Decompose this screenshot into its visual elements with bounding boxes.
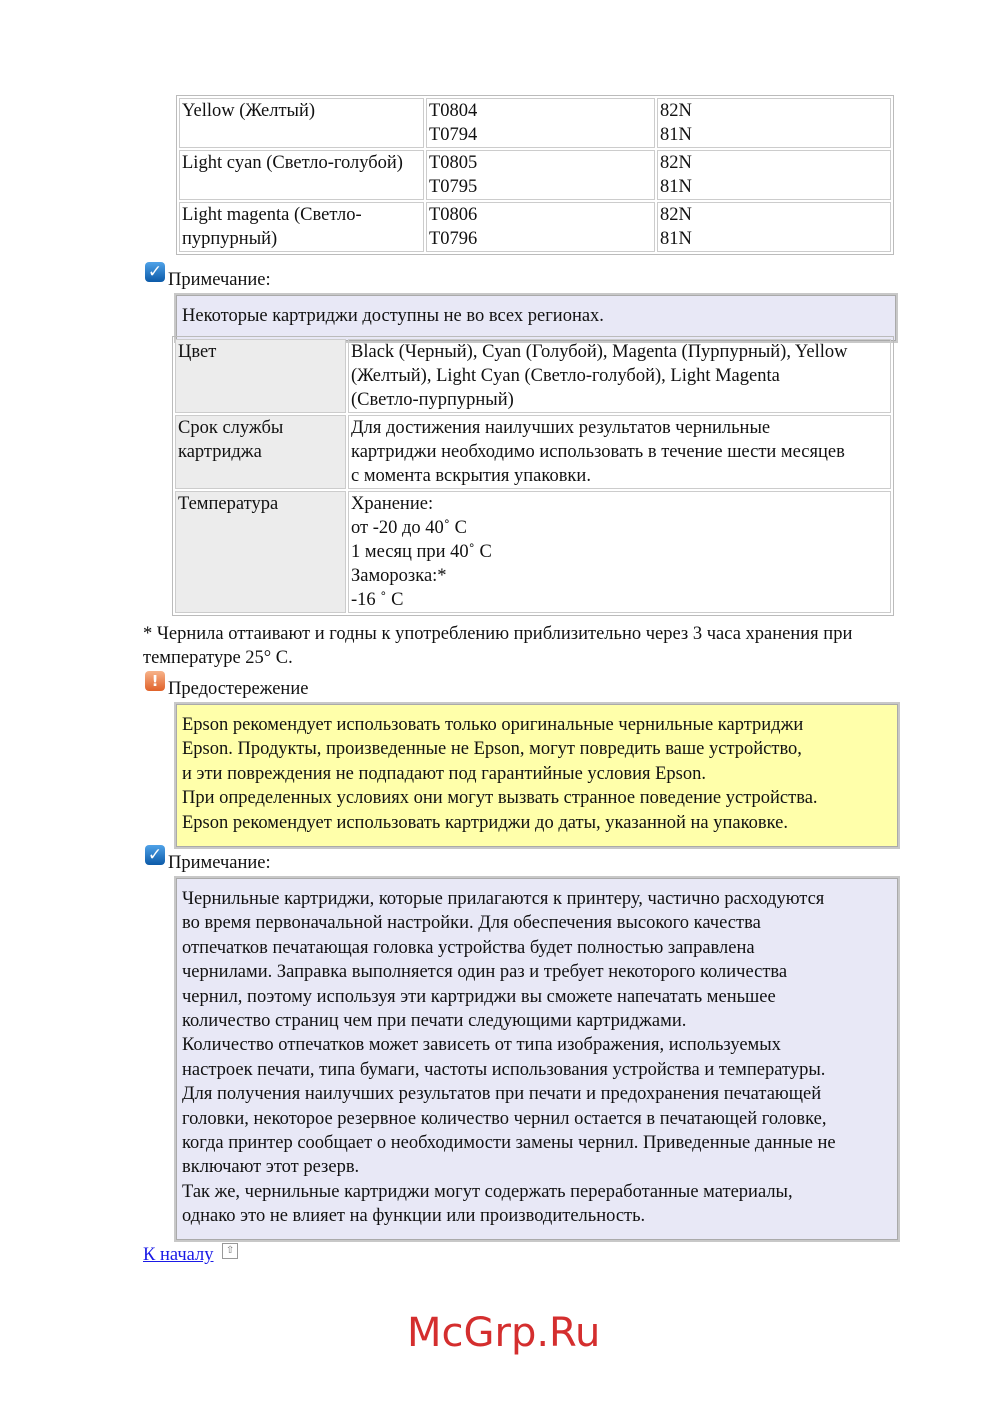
text-line: Для достижения наилучших результатов чернильные (351, 418, 771, 438)
text-line: настроек печати, типа бумаги, частоты использования устройства и температуры. (182, 1059, 826, 1080)
spec-value (348, 415, 891, 489)
text-line: 81N (660, 177, 692, 197)
text-line: 82N (660, 101, 692, 121)
spec-label (175, 491, 346, 613)
spec-value (348, 339, 891, 413)
text-line: отпечатков печатающая головка устройства будет полностью заправлена (182, 937, 755, 958)
text-line: T0804 (429, 101, 478, 121)
text-line: 82N (660, 153, 692, 173)
caution-box (174, 702, 900, 849)
text-line: пурпурный) (182, 229, 278, 249)
text-line: Так же, чернильные картриджи могут содержать переработанные материалы, (182, 1181, 793, 1202)
caution-icon: ! (145, 671, 165, 691)
text-line: Цвет (178, 342, 217, 362)
watermark: McGrp.Ru (407, 1310, 601, 1356)
spec-value (348, 491, 891, 613)
text-line: Epson рекомендует использовать картриджи до даты, указанной на упаковке. (182, 812, 789, 833)
note-label: Примечание: (168, 270, 271, 290)
table-row (179, 202, 891, 252)
back-to-top (143, 1243, 238, 1267)
note-icon: ✓ (145, 845, 165, 865)
text-line: Хранение: (351, 494, 434, 514)
text-line: T0796 (429, 229, 478, 249)
cartridge-table (176, 95, 894, 255)
text-line: T0805 (429, 153, 478, 173)
text-line: -16 ˚ C (351, 590, 404, 610)
color-cell (179, 202, 424, 252)
table-row (179, 150, 891, 200)
table-row (175, 339, 891, 413)
text-line: Light magenta (Светло- (182, 205, 362, 225)
text-line: 81N (660, 229, 692, 249)
text-line: с момента вскрытия упаковки. (351, 466, 591, 486)
text-line: от -20 до 40˚ C (351, 518, 467, 538)
text-line: чернилами. Заправка выполняется один раз и требует некоторого количества (182, 962, 788, 983)
text-line: однако это не влияет на функции или производительность. (182, 1206, 646, 1227)
size-cell (657, 98, 891, 148)
text-line: Количество отпечатков может зависеть от типа изображения, используемых (182, 1035, 781, 1056)
size-cell (657, 150, 891, 200)
note2-box (174, 876, 900, 1242)
arrow-up-icon[interactable]: ⇧ (222, 1243, 238, 1259)
text-line: и эти повреждения не подпадают под гарантийные условия Epson. (182, 763, 707, 784)
color-cell (179, 150, 424, 200)
text-line: T0806 (429, 205, 478, 225)
text-line: T0794 (429, 125, 478, 145)
text-line: Для получения наилучших результатов при печати и предохранения печатающей (182, 1084, 822, 1105)
code-cell (426, 202, 655, 252)
text-line: Epson. Продукты, произведенные не Epson, могут повредить ваше устройство, (182, 739, 802, 760)
text-line: Срок службы (178, 418, 284, 438)
spec-label (175, 339, 346, 413)
table-row (179, 98, 891, 148)
text-line: T0795 (429, 177, 478, 197)
note2-label: Примечание: (168, 853, 271, 873)
text-line: (Желтый), Light Cyan (Светло-голубой), Light Magenta (351, 366, 780, 386)
text-line: чернил, поэтому используя эти картриджи вы сможете напечатать меньшее (182, 986, 776, 1007)
size-cell (657, 202, 891, 252)
text-line: когда принтер сообщает о необходимости замены чернил. Приведенные данные не (182, 1133, 836, 1154)
note-text: Некоторые картриджи доступны не во всех регионах. (182, 306, 604, 326)
footnote: * Чернила оттаивают и годны к употреблению приблизительно через 3 часа хранения при температуре 25° C. (143, 624, 853, 669)
table-row (175, 415, 891, 489)
caution-label: Предостережение (168, 679, 309, 699)
note-icon: ✓ (145, 262, 165, 282)
color-cell (179, 98, 424, 148)
text-line: Black (Черный), Cyan (Голубой), Magenta (Пурпурный), Yellow (351, 342, 848, 362)
text-line: 1 месяц при 40˚ C (351, 542, 492, 562)
text-line: Yellow (Желтый) (182, 101, 316, 121)
text-line: картриджа (178, 442, 262, 462)
code-cell (426, 98, 655, 148)
text-line: количество страниц чем при печати следующими картриджами. (182, 1011, 687, 1032)
text-line: головки, некоторое резервное количество чернил остается в печатающей головке, (182, 1108, 827, 1129)
code-cell (426, 150, 655, 200)
text-line: (Светло-пурпурный) (351, 390, 514, 410)
spec-table (172, 336, 894, 616)
text-line: Epson рекомендует использовать только оригинальные чернильные картриджи (182, 715, 804, 735)
text-line: Light cyan (Светло-голубой) (182, 153, 403, 173)
text-line: Чернильные картриджи, которые прилагаются к принтеру, частично расходуются (182, 889, 825, 909)
text-line: включают этот резерв. (182, 1157, 360, 1178)
text-line: 81N (660, 125, 692, 145)
table-row (175, 491, 891, 613)
text-line: Температура (178, 494, 279, 514)
spec-label (175, 415, 346, 489)
text-line: 82N (660, 205, 692, 225)
text-line: Заморозка:* (351, 566, 447, 586)
text-line: во время первоначальной настройки. Для обеспечения высокого качества (182, 913, 761, 934)
text-line: картриджи необходимо использовать в течение шести месяцев (351, 442, 845, 462)
text-line: При определенных условиях они могут вызвать странное поведение устройства. (182, 788, 818, 809)
back-to-top-link[interactable]: К началу (143, 1245, 214, 1265)
